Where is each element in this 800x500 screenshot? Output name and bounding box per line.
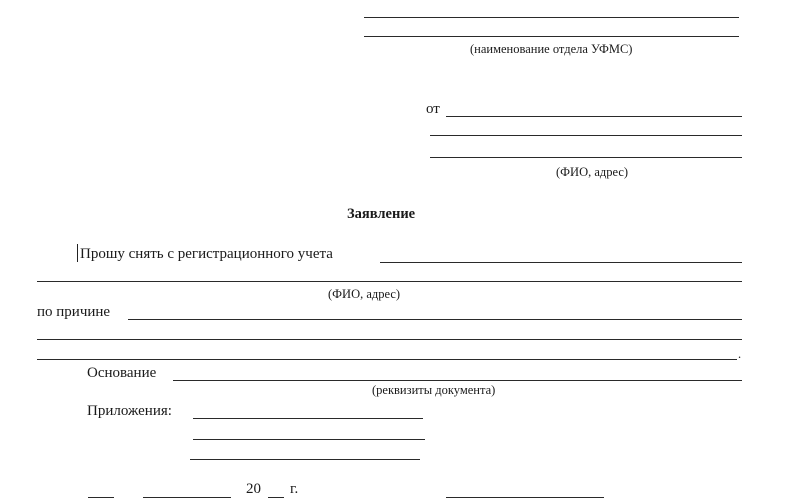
reason-end-dot: . — [738, 347, 742, 361]
request-person-line[interactable] — [380, 262, 742, 263]
applicant-line-2[interactable] — [430, 135, 742, 136]
reason-line-3[interactable] — [37, 359, 737, 360]
text-cursor — [77, 244, 78, 262]
signature-line[interactable] — [446, 497, 604, 498]
from-label: от — [426, 101, 440, 117]
basis-label: Основание — [87, 365, 157, 381]
date-day-line[interactable] — [88, 497, 114, 498]
date-year-line[interactable] — [268, 497, 284, 498]
department-line-2[interactable] — [364, 36, 739, 37]
attachments-label: Приложения: — [87, 403, 172, 419]
year-suffix: г. — [290, 481, 299, 497]
department-caption: (наименование отдела УФМС) — [470, 42, 633, 56]
attachments-line-3[interactable] — [190, 459, 420, 460]
applicant-line-1[interactable] — [446, 116, 742, 117]
year-prefix: 20 — [246, 481, 261, 497]
reason-label: по причине — [37, 304, 111, 320]
attachments-line-2[interactable] — [193, 439, 425, 440]
attachments-line-1[interactable] — [193, 418, 423, 419]
applicant-caption: (ФИО, адрес) — [556, 165, 629, 179]
applicant-line-3[interactable] — [430, 157, 742, 158]
date-month-line[interactable] — [143, 497, 231, 498]
person-caption: (ФИО, адрес) — [328, 287, 401, 301]
request-text: Прошу снять с регистрационного учета — [80, 246, 333, 262]
basis-caption: (реквизиты документа) — [372, 383, 496, 397]
document-title: Заявление — [347, 206, 416, 222]
basis-line[interactable] — [173, 380, 742, 381]
reason-line-1[interactable] — [128, 319, 742, 320]
reason-line-2[interactable] — [37, 339, 742, 340]
person-line-2[interactable] — [37, 281, 742, 282]
department-line-1[interactable] — [364, 17, 739, 18]
